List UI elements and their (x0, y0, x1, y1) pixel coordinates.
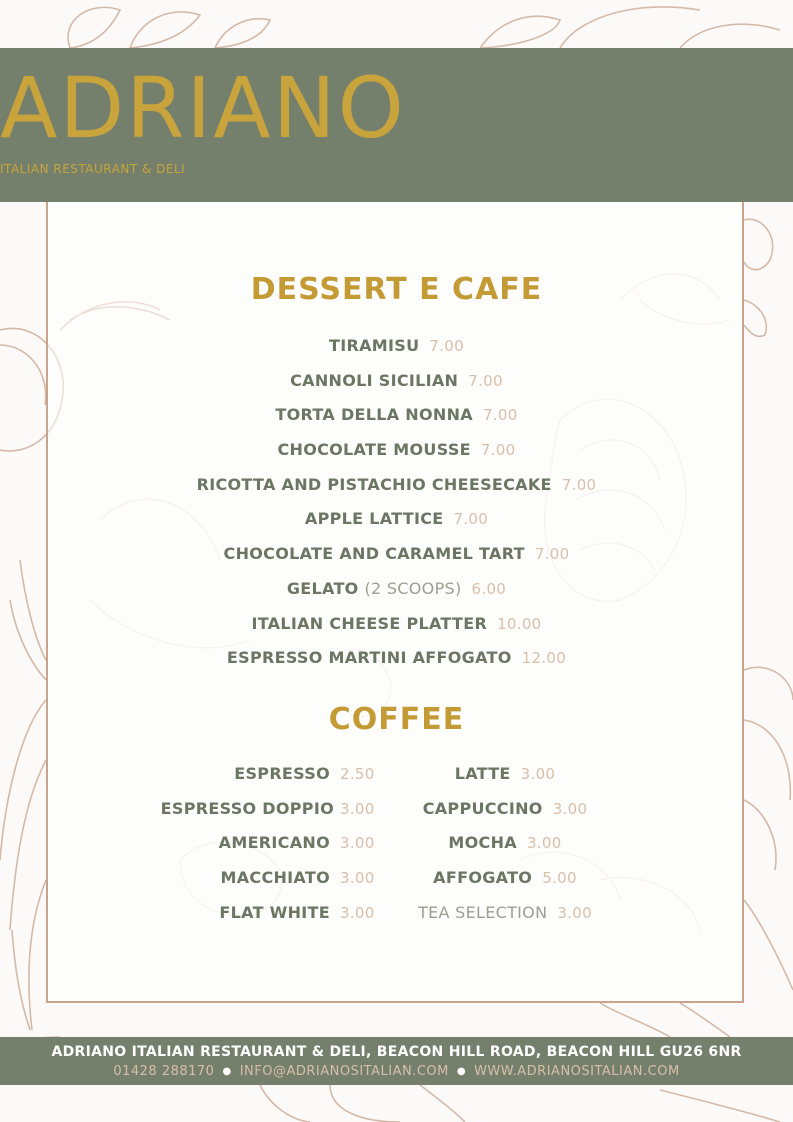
coffee-list-left (150, 759, 390, 932)
item-name: TEA SELECTION (418, 902, 548, 922)
menu-item (150, 794, 390, 829)
coffee-list-right (405, 759, 605, 932)
item-price: 7.00 (534, 545, 570, 564)
menu-item (0, 400, 793, 435)
item-price: 3.00 (340, 799, 375, 818)
footer-contact (0, 1064, 793, 1079)
menu-item (0, 539, 793, 574)
item-name: CANNOLI SICILIAN (290, 370, 459, 390)
item-name: AMERICANO (218, 833, 330, 853)
menu-item (0, 574, 793, 609)
item-price: 3.00 (340, 903, 375, 922)
menu-item (150, 759, 390, 794)
footer-phone: 01428 288170 (113, 1064, 215, 1079)
item-price: 7.00 (482, 406, 518, 425)
item-price: 7.00 (480, 441, 516, 460)
item-name-main: GELATO (286, 578, 359, 598)
item-name: CHOCOLATE AND CARAMEL TART (223, 544, 525, 564)
menu-item (0, 504, 793, 539)
item-price: 3.00 (520, 765, 556, 783)
menu-item (405, 794, 605, 829)
bullet-separator: ● (456, 1066, 467, 1077)
item-name: ESPRESSO DOPPIO (160, 798, 334, 818)
menu-item (0, 470, 793, 505)
item-price: 3.00 (526, 834, 562, 853)
item-name: MOCHA (448, 833, 517, 853)
item-name: CAPPUCCINO (422, 798, 543, 818)
brand-logo: ADRIANO (0, 59, 406, 157)
item-price: 6.00 (471, 579, 507, 598)
menu-item (0, 331, 793, 366)
menu-item (405, 898, 605, 933)
item-name: ESPRESSO (234, 764, 330, 783)
footer-website[interactable]: WWW.ADRIANOSITALIAN.COM (474, 1064, 680, 1079)
item-price: 2.50 (340, 765, 375, 783)
item-name: ITALIAN CHEESE PLATTER (251, 613, 488, 633)
item-price: 7.00 (429, 337, 464, 355)
item-price: 3.00 (557, 903, 592, 922)
item-price: 5.00 (542, 869, 577, 888)
item-price: 3.00 (552, 799, 588, 818)
footer-email[interactable]: INFO@ADRIANOSITALIAN.COM (239, 1064, 449, 1079)
item-price: 3.00 (340, 834, 375, 853)
menu-item (150, 898, 390, 933)
item-name (287, 579, 462, 598)
menu-item (0, 643, 793, 678)
item-name: AFFOGATO (433, 868, 533, 888)
item-price: 12.00 (521, 649, 567, 668)
footer-banner (0, 1037, 793, 1085)
menu-item (0, 435, 793, 470)
menu-item (405, 759, 605, 794)
menu-item (405, 863, 605, 898)
item-name: APPLE LATTICE (304, 509, 444, 529)
item-name: TIRAMISU (329, 336, 420, 355)
item-name: FLAT WHITE (219, 902, 330, 922)
bullet-separator: ● (222, 1066, 232, 1077)
menu-item (0, 366, 793, 401)
item-name: RICOTTA AND PISTACHIO CHEESECAKE (196, 474, 552, 494)
item-name: LATTE (454, 764, 511, 783)
item-price: 7.00 (468, 371, 503, 390)
footer-address: ADRIANO ITALIAN RESTAURANT & DELI, BEACON HILL ROAD, BEACON HILL GU26 6NR (51, 1044, 742, 1060)
menu-item (150, 863, 390, 898)
item-name: MACCHIATO (220, 868, 330, 888)
dessert-list (0, 331, 793, 678)
item-name: ESPRESSO MARTINI AFFOGATO (226, 648, 512, 668)
menu-item (150, 828, 390, 863)
item-price: 7.00 (561, 475, 597, 494)
menu-item (405, 828, 605, 863)
item-price: 3.00 (340, 869, 375, 888)
item-name: TORTA DELLA NONNA (275, 405, 473, 425)
item-price: 7.00 (453, 510, 489, 529)
item-name: CHOCOLATE MOUSSE (277, 440, 471, 460)
dessert-section-title: DESSERT E CAFE (250, 272, 543, 307)
item-note: (2 SCOOPS) (364, 578, 462, 598)
coffee-section-title: COFFEE (328, 702, 465, 737)
menu-item (0, 609, 793, 644)
brand-tagline: ITALIAN RESTAURANT & DELI (0, 162, 186, 176)
item-price: 10.00 (497, 614, 542, 633)
